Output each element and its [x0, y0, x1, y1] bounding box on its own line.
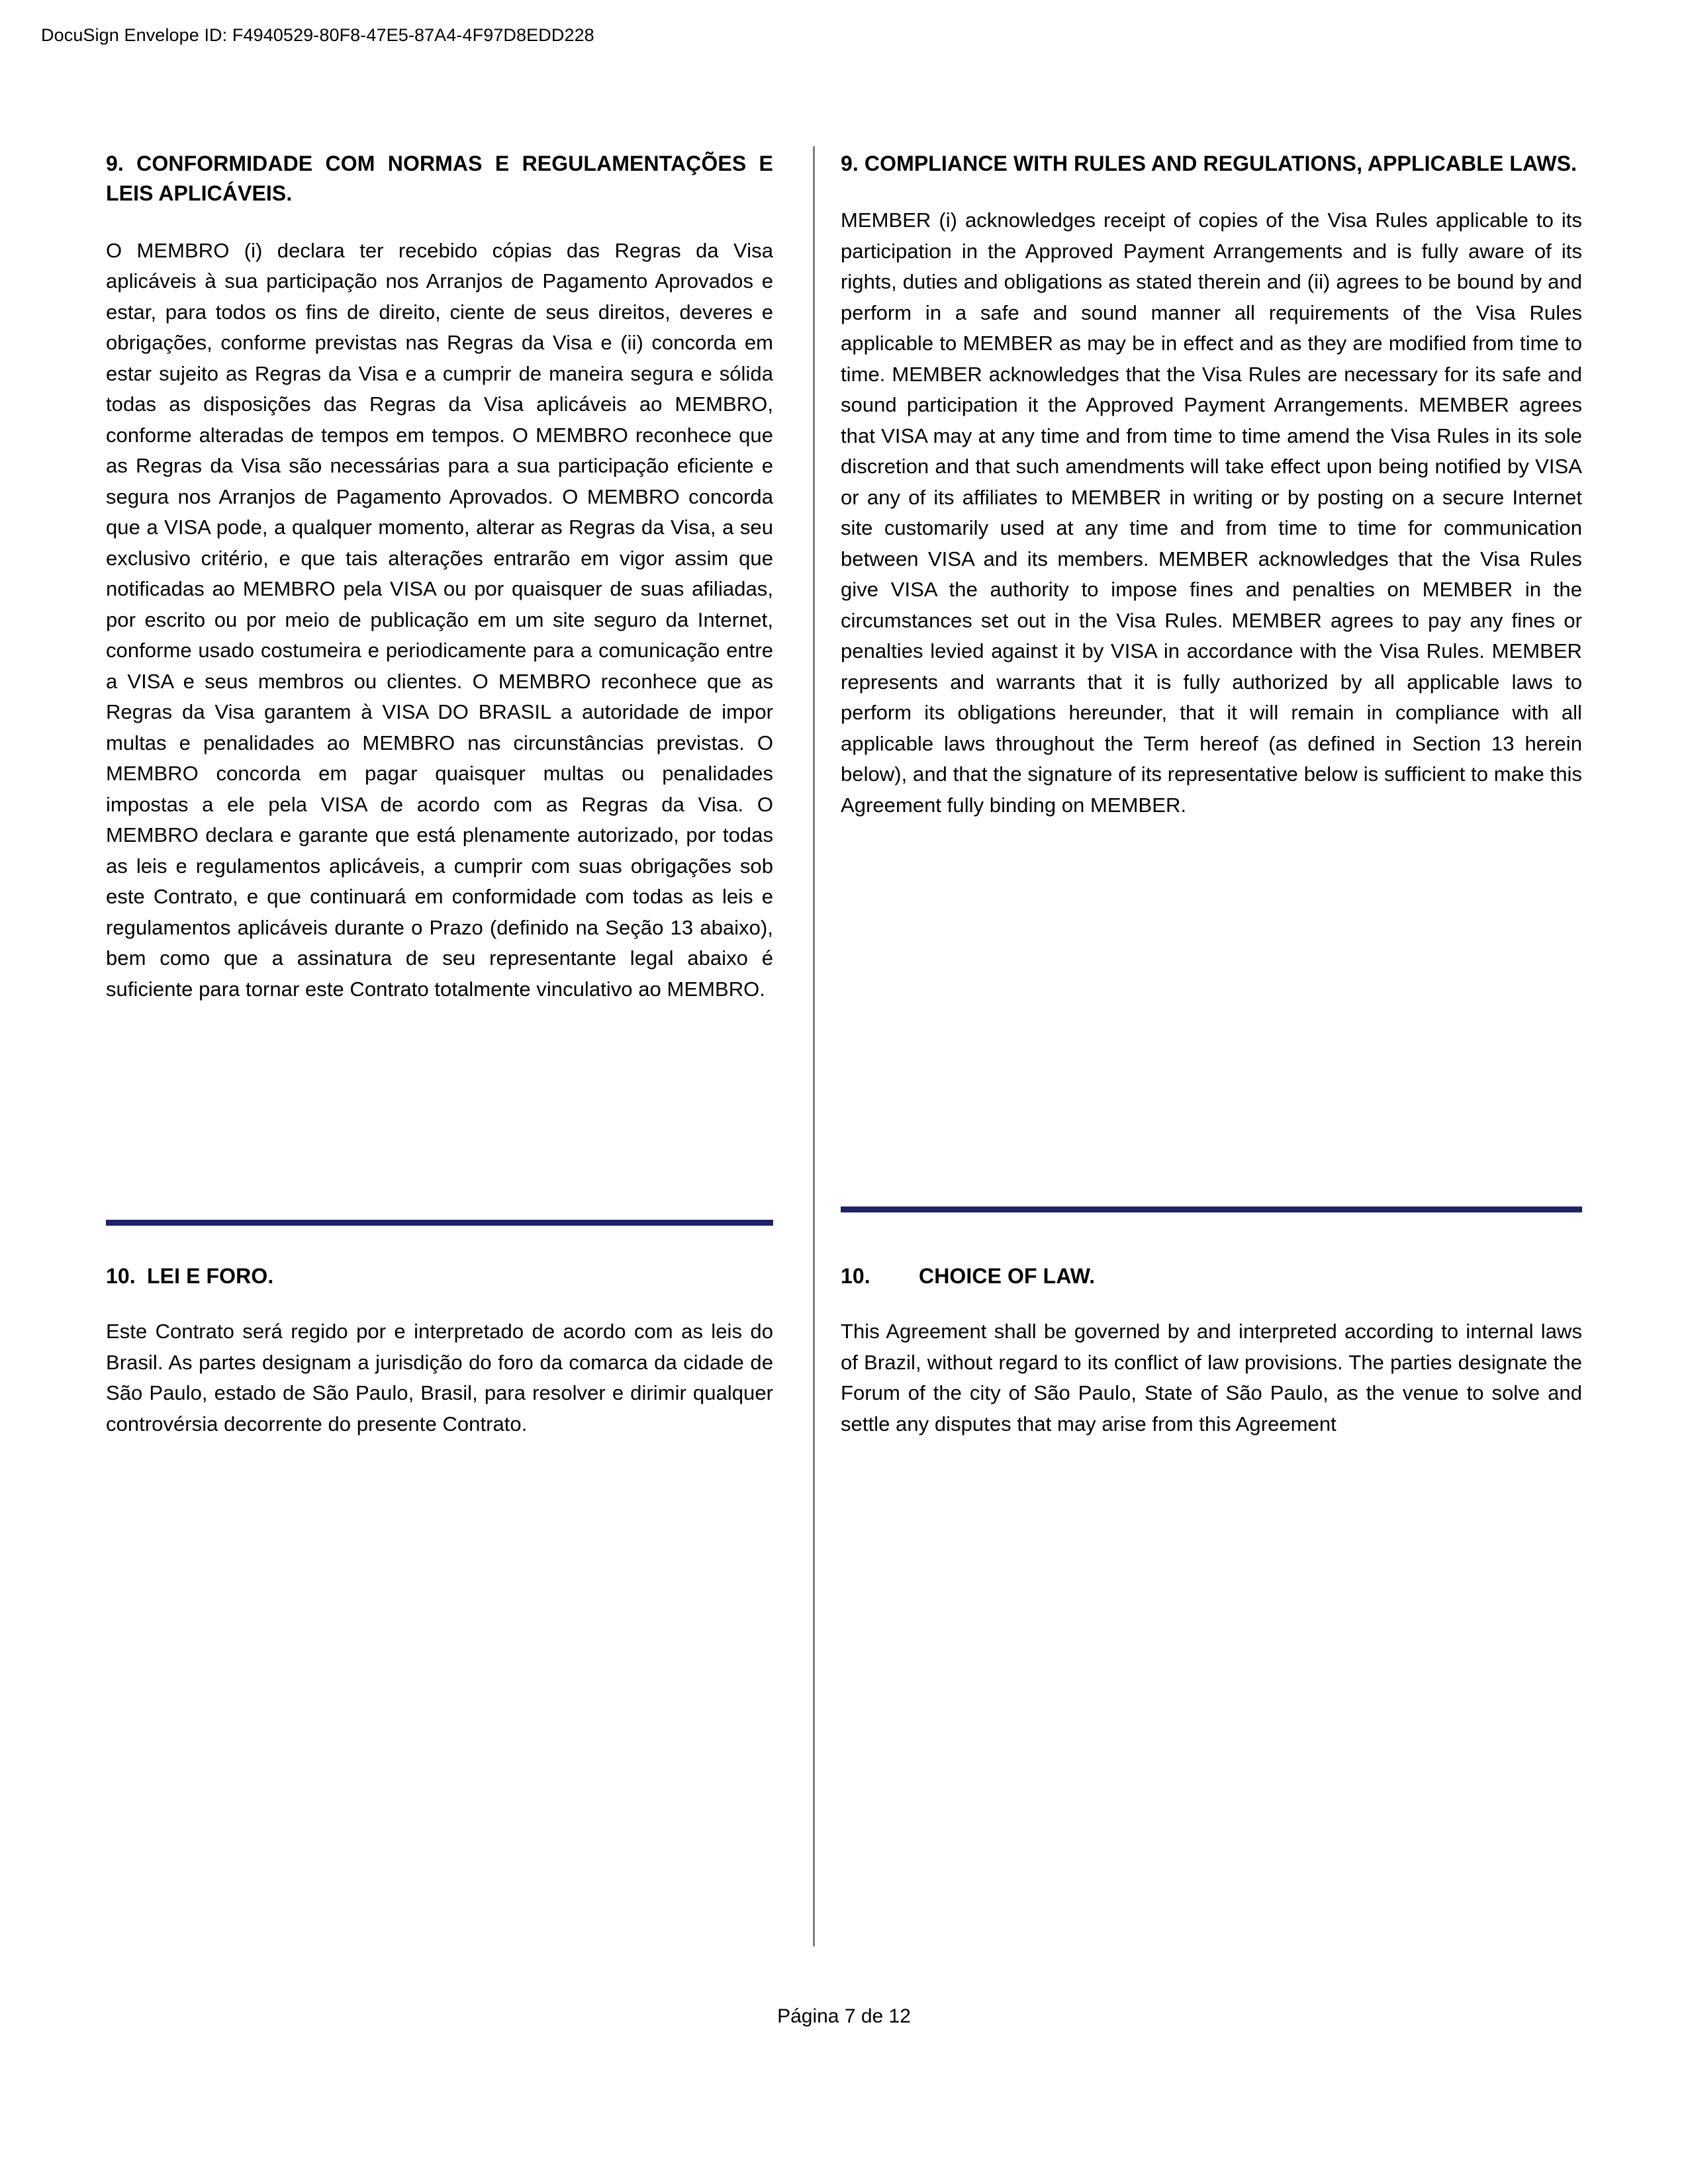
section-10-body-pt: Este Contrato será regido por e interpretado de acordo com as leis do Brasil. As partes designam a jurisdição do foro da comarca da cidade de São Paulo, estado de São Paulo, Brasil, para resolver e dirimir qualquer controvérsia decorrente do presente Contrato.: [106, 1320, 773, 1435]
divider-rule-pt: [106, 1220, 773, 1226]
column-portuguese: [106, 149, 788, 1005]
column-english: [841, 149, 1582, 1005]
docusign-envelope-id: DocuSign Envelope ID: F4940529-80F8-47E5-87A4-4F97D8EDD228: [41, 25, 594, 45]
heading-spacer: [106, 1289, 773, 1316]
heading-spacer: [841, 1289, 1582, 1316]
bilingual-columns: [106, 149, 1582, 1005]
section-10-heading-en: [841, 1264, 1582, 1289]
section-10-block: [106, 1195, 1582, 1439]
section-10-body-en: This Agreement shall be governed by and interpreted according to internal laws of Brazil, without regard to its conflict of law provisions. The parties designate the Forum of the city of São Paulo, State of São Paulo, as the venue to solve and settle any disputes that may arise from this Agreement: [841, 1320, 1582, 1435]
divider-rule-en: [841, 1206, 1582, 1212]
section-9-heading-en: 9. COMPLIANCE WITH RULES AND REGULATIONS, APPLICABLE LAWS.: [841, 152, 1577, 175]
section-10-title-pt: LEI E FORO.: [147, 1264, 274, 1288]
section-10-number-pt: 10.: [106, 1264, 136, 1288]
section-9-body-pt: O MEMBRO (i) declara ter recebido cópias das Regras da Visa aplicáveis à sua participação nos Arranjos de Pagamento Aprovados e estar, para todos os fins de direito, ciente de seus direitos, deveres e obrigações, conforme previstas nas Regras da Visa e (ii) concorda em estar sujeito as Regras da Visa e a cumprir de maneira segura e sólida todas as disposições das Regras da Visa aplicáveis ao MEMBRO, conforme alteradas de tempos em tempos. O MEMBRO reconhece que as Regras da Visa são necessárias para a sua participação eficiente e segura nos Arranjos de Pagamento Aprovados. O MEMBRO concorda que a VISA pode, a qualquer momento, alterar as Regras da Visa, a seu exclusivo critério, e que tais alterações entrarão em vigor assim que notificadas ao MEMBRO pela VISA ou por quaisquer de suas afiliadas, por escrito ou por meio de publicação em um site seguro da Internet, conforme usado costumeira e periodicamente para a comunicação entre a VISA e seus membros ou clientes. O MEMBRO reconhece que as Regras da Visa garantem à VISA DO BRASIL a autoridade de impor multas e penalidades ao MEMBRO nas circunstâncias previstas. O MEMBRO concorda em pagar quaisquer multas ou penalidades impostas a ele pela VISA de acordo com as Regras da Visa. O MEMBRO declara e garante que está plenamente autorizado, por todas as leis e regulamentos aplicáveis, a cumprir com suas obrigações sob este Contrato, e que continuará em conformidade com todas as leis e regulamentos aplicáveis durante o Prazo (definido na Seção 13 abaixo), bem como que a assinatura de seu representante legal abaixo é suficiente para tornar este Contrato totalmente vinculativo ao MEMBRO.: [106, 238, 773, 1001]
column-gap: [788, 149, 841, 1005]
column-divider: [813, 146, 815, 1946]
section-10-heading-pt: [106, 1264, 773, 1289]
section-9-body-en: MEMBER (i) acknowledges receipt of copies of the Visa Rules applicable to its participation in the Approved Payment Arrangements and is fully aware of its rights, duties and obligations as stated therein and (ii) agrees to be bound by and perform in a safe and sound manner all requirements of the Visa Rules applicable to MEMBER as may be in effect and as they are modified from time to time. MEMBER acknowledges that the Visa Rules are necessary for its safe and sound participation it the Approved Payment Arrangements. MEMBER agrees that VISA may at any time and from time to time amend the Visa Rules in its sole discretion and that such amendments will take effect upon being notified by VISA or any of its affiliates to MEMBER in writing or by posting on a secure Internet site customarily used at any time and from time to time for communication between VISA and its members. MEMBER acknowledges that the Visa Rules give VISA the authority to impose fines and penalties on MEMBER in the circumstances set out in the Visa Rules. MEMBER agrees to pay any fines or penalties levied against it by VISA in accordance with the Visa Rules. MEMBER represents and warrants that it is fully authorized by all applicable laws to perform its obligations hereunder, that it will remain in compliance with all applicable laws throughout the Term hereof (as defined in Section 13 herein below), and that the signature of its representative below is sufficient to make this Agreement fully binding on MEMBER.: [841, 208, 1582, 817]
section-10-right: [841, 1195, 1582, 1439]
heading-spacer: [106, 209, 773, 236]
section-10-number-en: 10.: [841, 1264, 870, 1288]
section-10-title-en: CHOICE OF LAW.: [919, 1264, 1096, 1288]
section-10-gap: [788, 1195, 841, 1439]
section-9-heading-pt: 9. CONFORMIDADE COM NORMAS E REGULAMENTAÇÕES E LEIS APLICÁVEIS.: [106, 152, 773, 206]
heading-spacer: [841, 179, 1582, 205]
page-footer: Página 7 de 12: [777, 2005, 911, 2027]
section-10-left: [106, 1195, 788, 1439]
